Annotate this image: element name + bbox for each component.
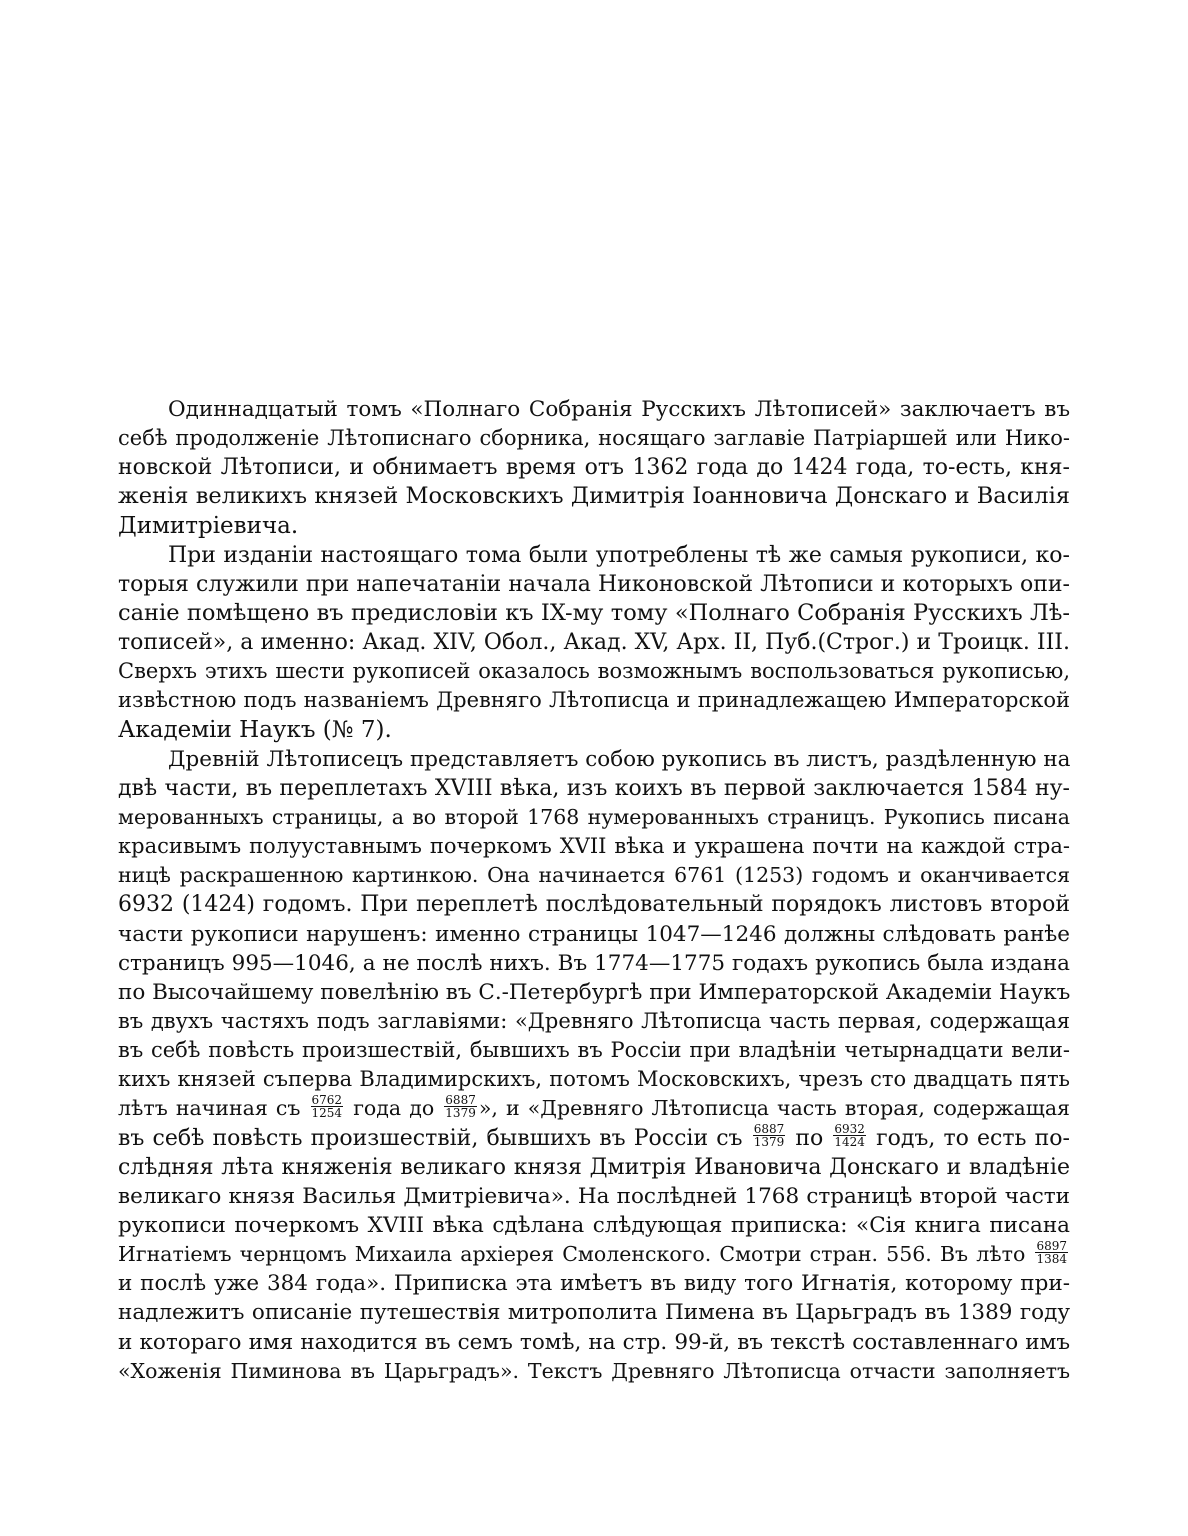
fraction-denominator: 1384 <box>1036 1252 1067 1267</box>
text-line: кихъ князей съперва Владимирскихъ, потомъ Московскихъ, чрезъ сто двадцать пять <box>118 1067 1070 1092</box>
text-line: части рукописи нарушенъ: именно страницы 1047—1246 должны слѣдовать ранѣе <box>118 921 1070 947</box>
text-line-with-fractions <box>118 1124 1070 1153</box>
text-line: извѣстною подъ названіемъ Древняго Лѣтописца и принадлежащею Императорской <box>118 688 1070 713</box>
text-line: слѣдняя лѣта княженія великаго князя Дмитрія Ивановича Донскаго и владѣніе <box>118 1154 1070 1180</box>
text-line: красивымъ полууставнымъ почеркомъ XVII вѣка и украшена почти на каждой стра- <box>118 834 1070 859</box>
text-line: тописей», а именно: Акад. XIV, Обол., Акад. XV, Арх. II, Пуб.(Строг.) и Троицк. III. <box>118 630 1070 656</box>
text-line: двѣ части, въ переплетахъ XVIII вѣка, изъ коихъ въ первой заключается 1584 ну- <box>118 775 1070 801</box>
text-line: рукописи почеркомъ XVIII вѣка сдѣлана слѣдующая приписка: «Сія книга писана <box>118 1212 1070 1238</box>
text-line: саніе помѣщено въ предисловіи къ IX-му тому «Полнаго Собранія Русскихъ Лѣ- <box>118 599 1070 626</box>
text-line: себѣ продолженіе Лѣтописнаго сборника, носящаго заглавіе Патріаршей или Нико- <box>118 426 1070 451</box>
fraction-denominator: 1424 <box>834 1135 865 1150</box>
text-line: въ двухъ частяхъ подъ заглавіями: «Древняго Лѣтописца часть первая, содержащая <box>118 1008 1070 1033</box>
text-line: новской Лѣтописи, и обнимаетъ время отъ 1362 года до 1424 года, то-есть, кня- <box>118 455 1070 481</box>
text-line: страницъ 995—1046, а не послѣ нихъ. Въ 1774—1775 годахъ рукопись была издана <box>118 950 1070 976</box>
year-fraction <box>753 1123 786 1148</box>
year-fraction <box>833 1123 866 1148</box>
text-line: При изданіи настоящаго тома были употреблены тѣ же самыя рукописи, ко- <box>168 542 1070 568</box>
text-line: ницѣ раскрашенною картинкою. Она начинается 6761 (1253) годомъ и оканчивается <box>118 863 1070 888</box>
text-line: Сверхъ этихъ шести рукописей оказалось возможнымъ воспользоваться рукописью, <box>118 659 1070 684</box>
fraction-numerator: 6897 <box>1036 1239 1067 1254</box>
fraction-numerator: 6887 <box>753 1122 785 1137</box>
text-segment: годъ, то есть по- <box>876 1125 1070 1151</box>
fraction-denominator: 1379 <box>445 1106 476 1121</box>
text-segment: лѣтъ начиная съ <box>118 1096 301 1121</box>
fraction-numerator: 6762 <box>311 1093 343 1108</box>
text-line: Академіи Наукъ (№ 7). <box>118 716 392 743</box>
text-line: торыя служили при напечатаніи начала Никоновской Лѣтописи и которыхъ опи- <box>118 571 1070 597</box>
body-text <box>118 395 1070 1386</box>
text-line: женія великихъ князей Московскихъ Димитрія Іоанновича Донскаго и Василія <box>118 483 1070 510</box>
year-fraction <box>311 1094 344 1119</box>
fraction-denominator: 1379 <box>753 1135 785 1150</box>
fraction-denominator: 1254 <box>311 1106 343 1121</box>
text-segment: », и «Древняго Лѣтописца часть вторая, содержащая <box>478 1096 1070 1121</box>
text-line: 6932 (1424) годомъ. При переплетѣ послѣдовательный порядокъ листовъ второй <box>118 892 1070 918</box>
text-line-with-fractions <box>118 1240 1070 1269</box>
text-line: Древній Лѣтописецъ представляетъ собою рукопись въ листъ, раздѣленную на <box>168 746 1071 772</box>
text-line: по Высочайшему повелѣнію въ С.-Петербургѣ при Императорской Академіи Наукъ <box>118 979 1071 1005</box>
text-segment: Игнатіемъ чернцомъ Михаила архіерея Смоленского. Смотри стран. 556. Въ лѣто <box>118 1242 1026 1267</box>
year-fraction <box>1035 1240 1068 1265</box>
text-line: великаго князя Василья Дмитріевича». На послѣдней 1768 страницѣ второй части <box>118 1183 1070 1209</box>
text-line: надлежитъ описаніе путешествія митрополита Пимена въ Царьградъ въ 1389 году <box>118 1300 1070 1326</box>
text-line: и котораго имя находится въ семъ томѣ, на стр. 99-й, въ текстѣ составленнаго имъ <box>118 1329 1070 1355</box>
fraction-numerator: 6887 <box>445 1093 476 1108</box>
text-line: и послѣ уже 384 года». Приписка эта имѣетъ въ виду того Игнатія, которому при- <box>118 1271 1070 1297</box>
fraction-numerator: 6932 <box>834 1122 865 1137</box>
text-segment: года до <box>353 1096 435 1121</box>
text-line: Димитріевича. <box>118 512 299 539</box>
text-line: Одиннадцатый томъ «Полнаго Собранія Русскихъ Лѣтописей» заключаетъ въ <box>168 397 1070 422</box>
text-line: мерованныхъ страницы, а во второй 1768 нумерованныхъ страницъ. Рукопись писана <box>118 804 1070 829</box>
text-line: въ себѣ повѣсть произшествій, бывшихъ въ Россіи при владѣніи четырнадцати вели- <box>118 1038 1070 1063</box>
text-segment: въ себѣ повѣсть произшествій, бывшихъ въ Россіи съ <box>118 1125 743 1151</box>
text-line-with-fractions <box>118 1094 1070 1123</box>
text-line: «Хоженія Пиминова въ Царьградъ». Текстъ Древняго Лѣтописца отчасти заполняетъ <box>118 1358 1070 1383</box>
year-fraction <box>444 1094 477 1119</box>
text-segment: по <box>795 1125 824 1151</box>
